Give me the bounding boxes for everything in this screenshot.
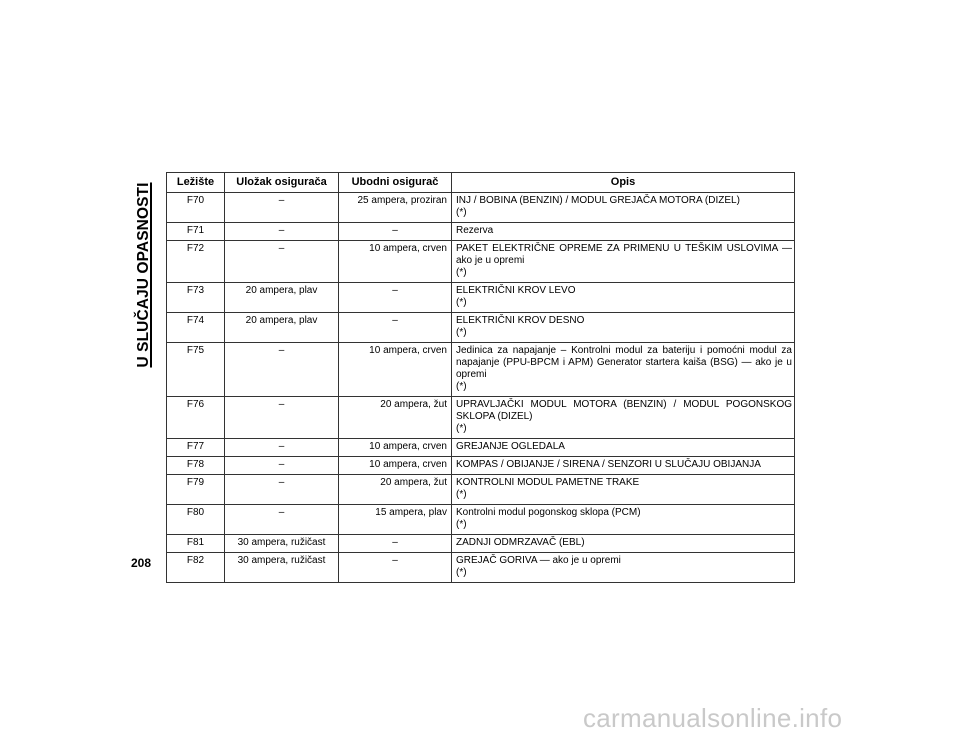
table-row — [167, 457, 795, 475]
table-row — [167, 505, 795, 535]
cell-description — [452, 223, 795, 241]
cell-slot: F70 — [167, 193, 225, 223]
cell-cartridge: – — [225, 475, 339, 505]
description-text: KOMPAS / OBIJANJE / SIRENA / SENZORI U SLUČAJU OBIJANJA — [456, 459, 761, 470]
cell-slot: F73 — [167, 283, 225, 313]
cell-blade: 10 ampera, crven — [339, 439, 452, 457]
cell-slot: F80 — [167, 505, 225, 535]
cell-description — [452, 193, 795, 223]
table-row — [167, 193, 795, 223]
header-slot: Ležište — [167, 173, 225, 193]
cell-blade: – — [339, 553, 452, 583]
table-row — [167, 343, 795, 397]
table-row — [167, 313, 795, 343]
cell-slot: F71 — [167, 223, 225, 241]
description-text: KONTROLNI MODUL PAMETNE TRAKE — [456, 477, 640, 488]
description-note: (*) — [456, 207, 467, 218]
cell-slot: F75 — [167, 343, 225, 397]
cell-description — [452, 457, 795, 475]
cell-blade: – — [339, 313, 452, 343]
cell-blade: 20 ampera, žut — [339, 397, 452, 439]
description-text: Rezerva — [456, 225, 494, 236]
cell-cartridge: – — [225, 397, 339, 439]
description-note: (*) — [456, 327, 467, 338]
cell-blade: 20 ampera, žut — [339, 475, 452, 505]
cell-description — [452, 553, 795, 583]
description-text: ELEKTRIČNI KROV DESNO — [456, 315, 585, 326]
cell-slot: F82 — [167, 553, 225, 583]
cell-description — [452, 241, 795, 283]
cell-blade: 25 ampera, proziran — [339, 193, 452, 223]
cell-slot: F79 — [167, 475, 225, 505]
description-note: (*) — [456, 423, 467, 434]
cell-description — [452, 505, 795, 535]
cell-blade: – — [339, 535, 452, 553]
table-row — [167, 535, 795, 553]
table-row — [167, 439, 795, 457]
section-title-container — [132, 172, 156, 378]
description-text: PAKET ELEKTRIČNE OPREME ZA PRIMENU U TEŠKIM USLOVIMA — ako je u opremi — [456, 243, 792, 266]
description-text: UPRAVLJAČKI MODUL MOTORA (BENZIN) / MODUL POGONSKOG SKLOPA (DIZEL) — [456, 399, 792, 422]
description-text: GREJAČ GORIVA — ako je u opremi — [456, 555, 621, 566]
cell-cartridge: – — [225, 223, 339, 241]
table-header-row — [167, 173, 795, 193]
cell-slot: F76 — [167, 397, 225, 439]
description-note: (*) — [456, 297, 467, 308]
header-blade-fuse: Ubodni osigurač — [339, 173, 452, 193]
cell-description — [452, 313, 795, 343]
cell-cartridge: – — [225, 343, 339, 397]
cell-slot: F77 — [167, 439, 225, 457]
description-note: (*) — [456, 567, 467, 578]
cell-slot: F72 — [167, 241, 225, 283]
cell-cartridge: 20 ampera, plav — [225, 283, 339, 313]
cell-cartridge: – — [225, 505, 339, 535]
cell-description — [452, 397, 795, 439]
table-row — [167, 475, 795, 505]
cell-description — [452, 343, 795, 397]
cell-blade: 15 ampera, plav — [339, 505, 452, 535]
cell-slot: F78 — [167, 457, 225, 475]
description-note: (*) — [456, 489, 467, 500]
cell-cartridge: 20 ampera, plav — [225, 313, 339, 343]
header-cartridge-fuse: Uložak osigurača — [225, 173, 339, 193]
table-row — [167, 241, 795, 283]
table-row — [167, 397, 795, 439]
cell-cartridge: – — [225, 457, 339, 475]
cell-blade: 10 ampera, crven — [339, 457, 452, 475]
watermark: carmanualsonline.info — [583, 703, 843, 733]
cell-slot: F81 — [167, 535, 225, 553]
fuse-table — [166, 172, 795, 583]
description-note: (*) — [456, 267, 467, 278]
table-row — [167, 283, 795, 313]
cell-description — [452, 475, 795, 505]
description-note: (*) — [456, 381, 467, 392]
cell-description — [452, 535, 795, 553]
cell-slot: F74 — [167, 313, 225, 343]
section-title: U SLUČAJU OPASNOSTI — [135, 182, 152, 368]
cell-description — [452, 283, 795, 313]
description-text: ELEKTRIČNI KROV LEVO — [456, 285, 576, 296]
cell-cartridge: 30 ampera, ružičast — [225, 535, 339, 553]
cell-cartridge: – — [225, 439, 339, 457]
cell-cartridge: – — [225, 193, 339, 223]
description-text: GREJANJE OGLEDALA — [456, 441, 565, 452]
description-note: (*) — [456, 519, 467, 530]
description-text: INJ / BOBINA (BENZIN) / MODUL GREJAČA MOTORA (DIZEL) — [456, 195, 740, 206]
cell-blade: – — [339, 283, 452, 313]
cell-blade: 10 ampera, crven — [339, 241, 452, 283]
cell-cartridge: – — [225, 241, 339, 283]
cell-cartridge: 30 ampera, ružičast — [225, 553, 339, 583]
header-description: Opis — [452, 173, 795, 193]
table-row — [167, 553, 795, 583]
cell-blade: 10 ampera, crven — [339, 343, 452, 397]
description-text: Jedinica za napajanje – Kontrolni modul za bateriju i pomoćni modul za napajanje (PPU-BPCM i APM) Generator startera kaiša (BSG) — ako je u opremi — [456, 345, 792, 380]
table-row — [167, 223, 795, 241]
description-text: Kontrolni modul pogonskog sklopa (PCM) — [456, 507, 641, 518]
page-number: 208 — [131, 556, 152, 570]
cell-description — [452, 439, 795, 457]
description-text: ZADNJI ODMRZAVAČ (EBL) — [456, 537, 585, 548]
cell-blade: – — [339, 223, 452, 241]
